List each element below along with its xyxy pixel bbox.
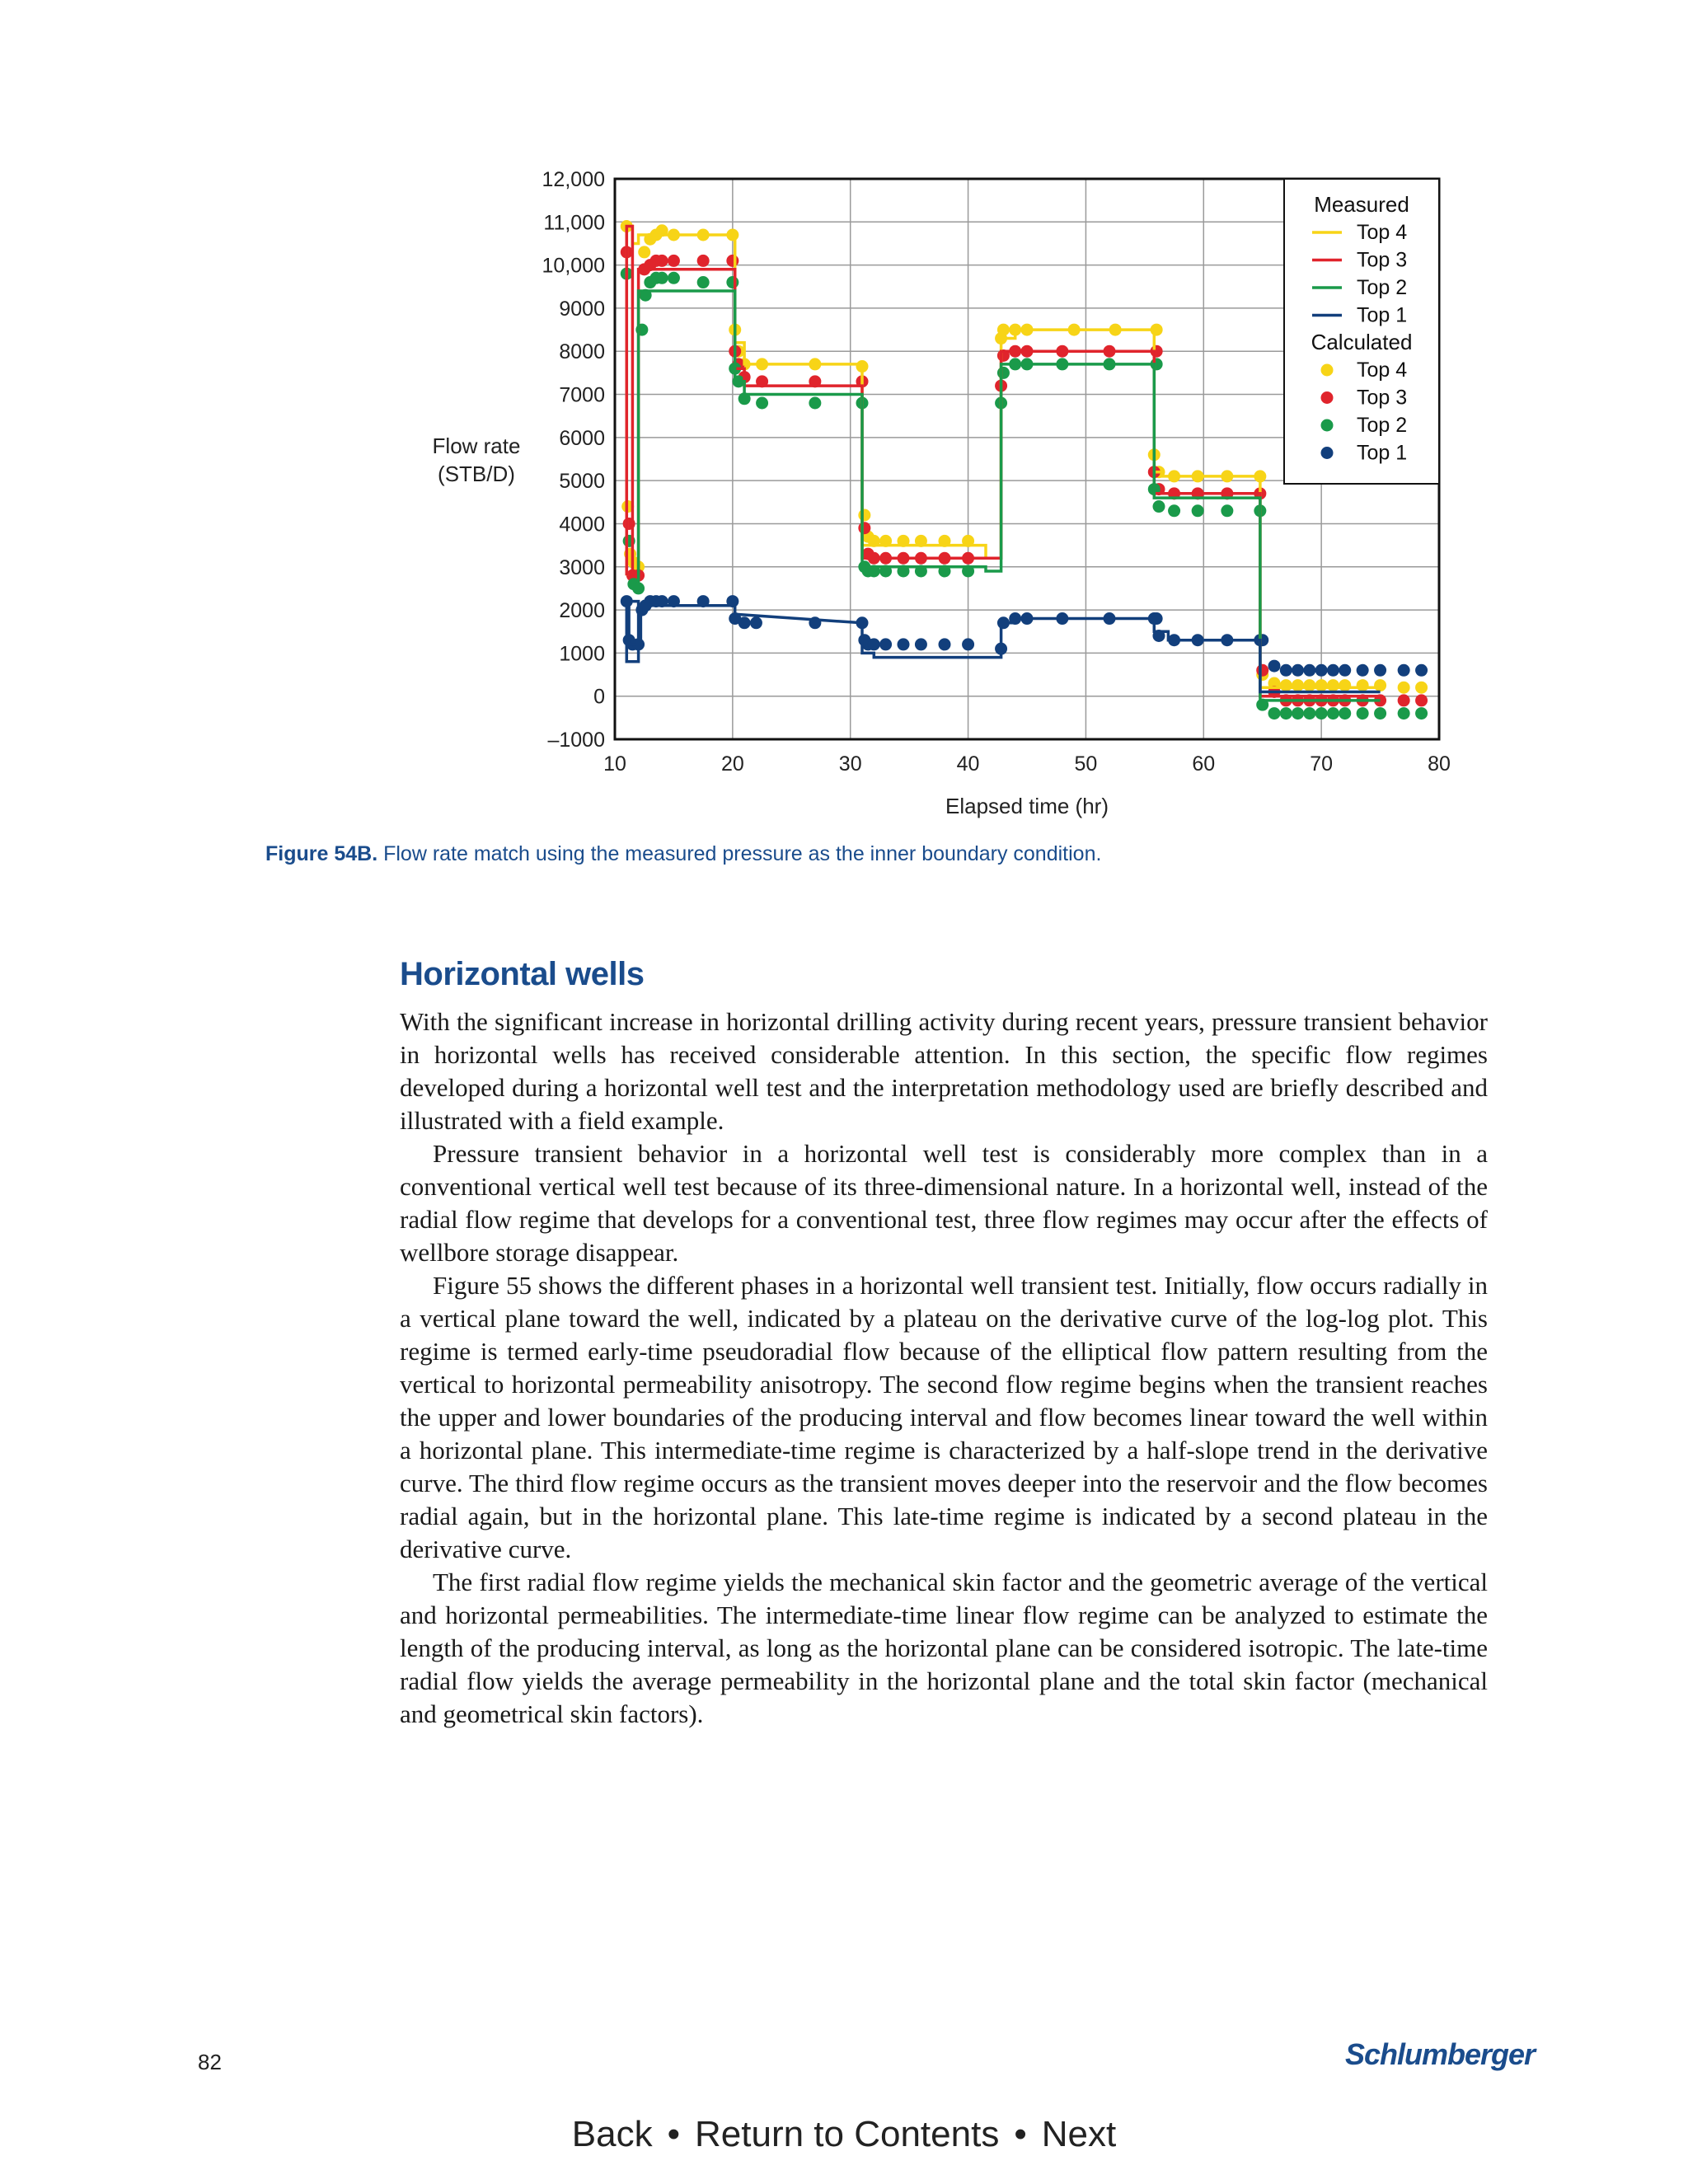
calculated-point bbox=[1292, 679, 1304, 691]
chart-svg bbox=[396, 157, 1467, 841]
y-tick-label: 3000 bbox=[559, 555, 605, 579]
calculated-point bbox=[656, 272, 668, 284]
calculated-point bbox=[1339, 679, 1351, 691]
y-tick-label: 9000 bbox=[559, 297, 605, 321]
calculated-point bbox=[939, 638, 951, 650]
calculated-point bbox=[697, 255, 710, 267]
calculated-point bbox=[1221, 504, 1233, 517]
calculated-point bbox=[879, 638, 892, 650]
y-tick-label: –1000 bbox=[547, 729, 605, 752]
calculated-point bbox=[1415, 707, 1428, 719]
calculated-point bbox=[726, 276, 738, 288]
page-number: 82 bbox=[198, 2050, 222, 2074]
calculated-point bbox=[868, 638, 880, 650]
calculated-point bbox=[1292, 707, 1304, 719]
calculated-point bbox=[1398, 664, 1410, 677]
calculated-point bbox=[638, 246, 650, 258]
x-tick-label: 60 bbox=[1192, 752, 1216, 776]
x-tick-label: 40 bbox=[956, 752, 980, 776]
calculated-point bbox=[668, 272, 680, 284]
x-tick-label: 10 bbox=[603, 752, 626, 776]
calculated-point bbox=[1268, 660, 1281, 673]
nav-separator: • bbox=[667, 2114, 680, 2154]
calculated-point bbox=[997, 367, 1010, 379]
x-axis-label: Elapsed time (hr) bbox=[945, 794, 1109, 818]
y-tick-label: 12,000 bbox=[542, 168, 605, 191]
calculated-point bbox=[1415, 664, 1428, 677]
legend-dot-swatch bbox=[1321, 391, 1334, 404]
calculated-point bbox=[1327, 707, 1339, 719]
calculated-point bbox=[915, 638, 927, 650]
calculated-point bbox=[1374, 664, 1386, 677]
calculated-point bbox=[858, 522, 870, 534]
x-tick-label: 50 bbox=[1074, 752, 1098, 776]
calculated-point bbox=[1280, 664, 1292, 677]
legend-dot-swatch bbox=[1321, 419, 1334, 432]
calculated-point bbox=[1339, 707, 1351, 719]
back-link[interactable]: Back bbox=[571, 2114, 653, 2154]
legend-entry-label: Top 2 bbox=[1357, 414, 1408, 437]
x-tick-label: 30 bbox=[838, 752, 862, 776]
y-axis-label: Flow rate bbox=[432, 434, 521, 458]
calculated-point bbox=[1339, 664, 1351, 677]
calculated-point bbox=[1398, 707, 1410, 719]
legend-dot-swatch bbox=[1321, 447, 1334, 459]
calculated-point bbox=[1357, 707, 1369, 719]
y-tick-label: 5000 bbox=[559, 470, 605, 494]
y-tick-label: 4000 bbox=[559, 513, 605, 537]
y-tick-label: 2000 bbox=[559, 599, 605, 623]
calculated-point bbox=[898, 638, 910, 650]
return-to-contents-link[interactable]: Return to Contents bbox=[695, 2114, 1000, 2154]
y-tick-label: 1000 bbox=[559, 642, 605, 666]
figure-caption-label: Figure 54B. bbox=[265, 842, 378, 865]
legend-entry-label: Top 2 bbox=[1357, 276, 1408, 299]
calculated-point bbox=[997, 324, 1010, 336]
y-tick-label: 7000 bbox=[559, 383, 605, 407]
body-text bbox=[400, 1005, 1488, 1731]
y-axis-label: (STB/D) bbox=[438, 462, 515, 486]
legend-dot-swatch bbox=[1321, 364, 1334, 377]
calculated-point bbox=[1192, 504, 1204, 517]
calculated-point bbox=[1315, 679, 1328, 691]
calculated-point bbox=[726, 255, 738, 267]
calculated-point bbox=[1327, 679, 1339, 691]
legend-title-measured: Measured bbox=[1314, 192, 1409, 217]
y-tick-label: 6000 bbox=[559, 426, 605, 450]
section-title: Horizontal wells bbox=[400, 956, 645, 992]
legend-entry-label: Top 4 bbox=[1357, 221, 1408, 244]
paragraph: With the significant increase in horizontal drilling activity during recent years, pressure transient behavior in horizontal wells has received considerable attention. In this section, the specific flow regimes developed during a horizontal well test and the interpretation methodology used are briefly described and illustrated with a field example. bbox=[400, 1007, 1488, 1135]
calculated-point bbox=[962, 638, 974, 650]
calculated-point bbox=[1327, 664, 1339, 677]
paragraph: Pressure transient behavior in a horizontal well test is considerably more complex than in a conventional vertical well test because of its three-dimensional nature. In a horizontal well, instead of the radial flow regime that develops for a conventional test, three flow regimes may occur after the effects of wellbore storage disappear. bbox=[400, 1139, 1488, 1267]
calculated-point bbox=[1292, 664, 1304, 677]
legend-entry-label: Top 3 bbox=[1357, 386, 1408, 410]
x-tick-label: 70 bbox=[1310, 752, 1334, 776]
figure-caption-text: Flow rate match using the measured pressure as the inner boundary condition. bbox=[377, 842, 1102, 865]
y-tick-label: 10,000 bbox=[542, 254, 605, 278]
y-tick-label: 8000 bbox=[559, 340, 605, 364]
x-tick-label: 80 bbox=[1428, 752, 1451, 776]
next-link[interactable]: Next bbox=[1041, 2114, 1117, 2154]
y-tick-label: 0 bbox=[593, 685, 605, 709]
calculated-point bbox=[756, 397, 768, 410]
calculated-point bbox=[750, 616, 762, 629]
calculated-point bbox=[1168, 504, 1180, 517]
legend-title-calculated: Calculated bbox=[1311, 330, 1413, 354]
nav-separator: • bbox=[1014, 2114, 1027, 2154]
paragraph: The first radial flow regime yields the mechanical skin factor and the geometric average of the vertical and horizontal permeabilities. The intermediate-time linear flow regime can be analyzed to estimate the length of the producing interval, as long as the horizontal plane can be considered isotropic. The late-time radial flow yields the average permeability in the horizontal plane and the total skin factor (mechanical and geometrical skin factors). bbox=[400, 1568, 1488, 1728]
x-tick-label: 20 bbox=[720, 752, 744, 776]
calculated-point bbox=[1398, 694, 1410, 706]
calculated-point bbox=[738, 616, 751, 629]
calculated-point bbox=[1303, 679, 1315, 691]
calculated-point bbox=[1398, 682, 1410, 694]
calculated-point bbox=[1315, 664, 1328, 677]
calculated-point bbox=[1303, 664, 1315, 677]
flow-rate-chart bbox=[396, 157, 1467, 841]
calculated-point bbox=[1256, 664, 1268, 677]
calculated-point bbox=[1374, 679, 1386, 691]
calculated-point bbox=[668, 255, 680, 267]
figure-caption bbox=[265, 842, 1101, 866]
y-tick-label: 11,000 bbox=[543, 211, 605, 235]
calculated-point bbox=[1415, 694, 1428, 706]
calculated-point bbox=[656, 255, 668, 267]
calculated-point bbox=[1374, 707, 1386, 719]
legend-entry-label: Top 3 bbox=[1357, 248, 1408, 272]
calculated-point bbox=[858, 509, 870, 522]
page-navigation bbox=[0, 2114, 1688, 2155]
calculated-point bbox=[697, 276, 710, 288]
legend-entry-label: Top 1 bbox=[1357, 303, 1408, 327]
calculated-point bbox=[809, 397, 821, 410]
calculated-point bbox=[1357, 664, 1369, 677]
legend-entry-label: Top 1 bbox=[1357, 441, 1408, 465]
calculated-point bbox=[1153, 500, 1165, 513]
calculated-point bbox=[1315, 707, 1328, 719]
calculated-point bbox=[1303, 707, 1315, 719]
calculated-point bbox=[1357, 679, 1369, 691]
calculated-point bbox=[1415, 682, 1428, 694]
calculated-point bbox=[1280, 679, 1292, 691]
calculated-point bbox=[1268, 707, 1281, 719]
legend-entry-label: Top 4 bbox=[1357, 359, 1408, 382]
paragraph: Figure 55 shows the different phases in a horizontal well transient test. Initially, flow occurs radially in a vertical plane toward the well, indicated by a plateau on the derivative curve of the log-log plot. This regime is termed early-time pseudoradial flow because of the elliptical flow pattern resulting from the vertical to horizontal permeability anisotropy. The second flow regime begins when the transient reaches the upper and lower boundaries of the producing interval and flow becomes linear toward the well within a horizontal plane. This intermediate-time regime is characterized by a half-slope trend in the derivative curve. The third flow regime occurs as the transient moves deeper into the reservoir and the flow becomes radial again, but in the horizontal plane. This late-time regime is indicated by a second plateau in the derivative curve. bbox=[400, 1271, 1488, 1563]
calculated-point bbox=[1280, 707, 1292, 719]
brand-logo: Schlumberger bbox=[1345, 2037, 1536, 2071]
